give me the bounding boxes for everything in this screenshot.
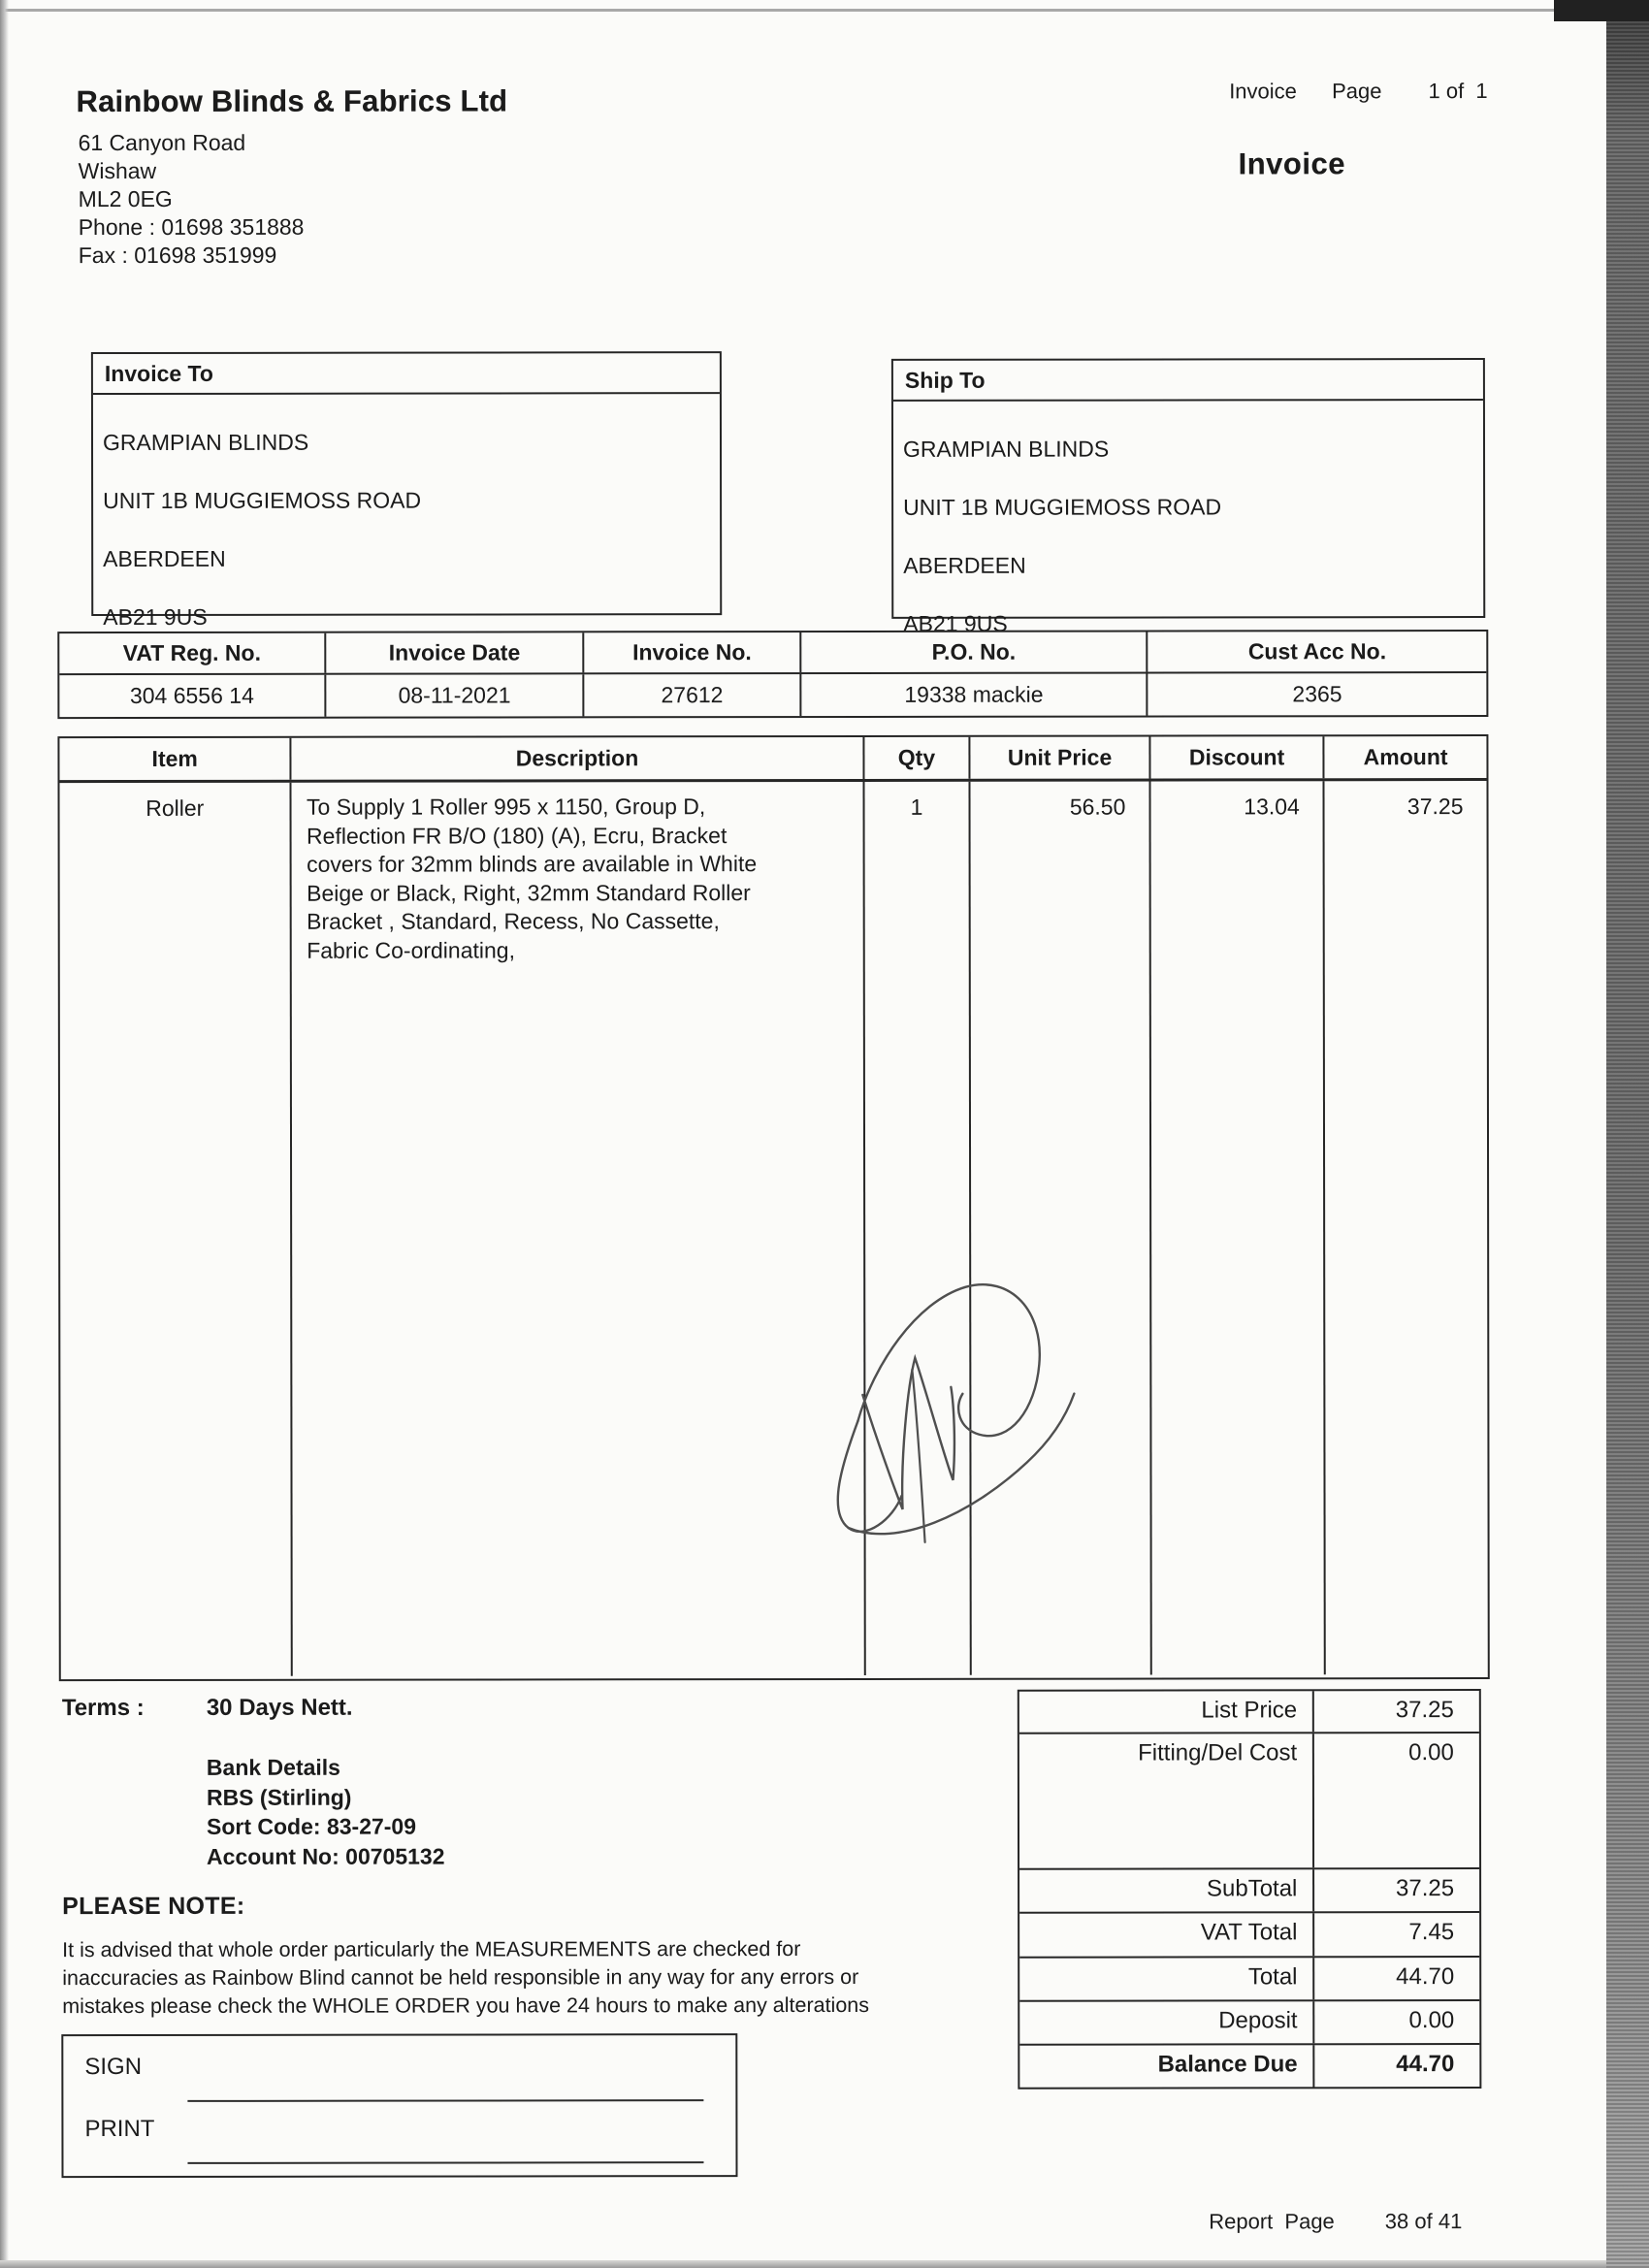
total-value: 0.00 (1408, 2007, 1455, 2034)
print-line (187, 2161, 703, 2164)
invoice-to-line: UNIT 1B MUGGIEMOSS ROAD (103, 487, 422, 514)
total-row-list-price (1019, 1691, 1479, 1734)
total-row-subtotal (1019, 1869, 1479, 1914)
invoice-to-line: AB21 9US (103, 603, 208, 631)
invoice-to-heading: Invoice To (93, 353, 720, 395)
total-label: VAT Total (1019, 1913, 1314, 1956)
ship-to-line: AB21 9US (903, 610, 1008, 636)
total-row-vat-total (1019, 1913, 1479, 1959)
company-phone: Phone : 01698 351888 (78, 213, 305, 241)
meta-header-cust-acc-no: Cust Acc No. (1247, 638, 1387, 664)
total-row-deposit (1019, 2001, 1479, 2046)
ship-to-heading: Ship To (893, 360, 1483, 402)
description-line: Fabric Co-ordinating, (307, 936, 515, 963)
item-name-cell: Roller (59, 783, 293, 1676)
invoice-to-line: GRAMPIAN BLINDS (102, 429, 309, 456)
scan-top-right-corner (1554, 0, 1649, 21)
note-line: mistakes please check the WHOLE ORDER you have 24 hours to make any alterations (62, 1993, 869, 2019)
report-page-indicator (1174, 2184, 1463, 2259)
description-line: covers for 32mm blinds are available in White (307, 851, 758, 877)
company-fax: Fax : 01698 351999 (78, 242, 277, 269)
description-line: Bracket , Standard, Recess, No Cassette, (307, 908, 720, 934)
items-header-description: Description (292, 737, 864, 780)
please-note-paragraph (62, 1935, 1013, 2021)
cust-acc-no-value: 2365 (1292, 681, 1342, 707)
description-line: Reflection FR B/O (180) (A), Ecru, Bracket (307, 822, 728, 849)
bank-account-no: Account No: 00705132 (207, 1843, 445, 1869)
terms-value: 30 Days Nett. (206, 1694, 353, 1721)
terms-label: Terms : (61, 1694, 145, 1722)
bank-details-block (207, 1753, 445, 1871)
total-label: Balance Due (1019, 2045, 1314, 2088)
company-address-line: Wishaw (78, 157, 157, 184)
meta-value-row (59, 673, 1486, 717)
items-header-qty: Qty (864, 737, 971, 779)
po-no-value: 19338 mackie (801, 674, 1148, 716)
bank-name: RBS (Stirling) (206, 1784, 352, 1810)
scan-bottom-edge (0, 2260, 1606, 2268)
bank-sort-code: Sort Code: 83-27-09 (206, 1813, 417, 1839)
total-value: 44.70 (1396, 1963, 1455, 1991)
scan-right-edge (1606, 0, 1649, 2268)
meta-header-row (59, 632, 1486, 675)
items-header-item: Item (59, 738, 292, 780)
company-address-block (79, 129, 305, 270)
table-row (59, 781, 1487, 1676)
total-label: Total (1019, 1958, 1314, 1999)
sign-print-box (61, 2033, 737, 2178)
items-header-row (59, 736, 1486, 783)
meta-header-invoice-no: Invoice No. (585, 632, 802, 672)
item-qty-cell: 1 (864, 782, 972, 1675)
item-discount-cell: 13.04 (1150, 781, 1326, 1674)
items-header-amount: Amount (1363, 744, 1448, 770)
total-label: Fitting/Del Cost (1019, 1733, 1314, 1867)
meta-header-vat-reg: VAT Reg. No. (59, 633, 326, 673)
item-unit-price-cell: 56.50 (971, 782, 1152, 1675)
scan-left-edge (0, 0, 9, 2268)
meta-header-po-no: P.O. No. (801, 632, 1148, 672)
item-amount-cell: 37.25 (1406, 794, 1464, 820)
company-name: Rainbow Blinds & Fabrics Ltd (76, 83, 508, 119)
line-items-table (57, 734, 1489, 1681)
note-line: inaccuracies as Rainbow Blind cannot be held responsible in any way for any errors or (62, 1964, 859, 1991)
total-value: 44.70 (1396, 2051, 1455, 2078)
invoice-page-value: 1 of 1 (1428, 79, 1488, 104)
company-address-line: 61 Canyon Road (78, 129, 246, 156)
description-line: Beige or Black, Right, 32mm Standard Roller (307, 879, 751, 906)
print-label: PRINT (84, 2115, 155, 2143)
invoice-no-value: 27612 (585, 674, 802, 716)
vat-reg-no-value: 304 6556 14 (59, 675, 326, 717)
total-value: 37.25 (1395, 1697, 1454, 1724)
sign-label: SIGN (84, 2053, 143, 2081)
invoice-date-value: 08-11-2021 (326, 674, 584, 716)
sign-line (187, 2099, 703, 2102)
totals-table (1018, 1689, 1482, 2090)
total-label: Deposit (1019, 2001, 1314, 2043)
item-description-cell (292, 782, 865, 1676)
ship-to-line: ABERDEEN (903, 552, 1026, 578)
description-line: To Supply 1 Roller 995 x 1150, Group D, (306, 794, 706, 820)
report-page-value: 38 of 41 (1384, 2209, 1463, 2234)
invoice-title: Invoice (1238, 146, 1345, 181)
ship-to-line: UNIT 1B MUGGIEMOSS ROAD (903, 494, 1222, 520)
total-value: 7.45 (1408, 1919, 1455, 1946)
meta-header-invoice-date: Invoice Date (326, 632, 584, 672)
items-header-discount: Discount (1150, 736, 1325, 778)
total-row-fitting-del-cost (1019, 1733, 1479, 1870)
invoice-page-label: Invoice Page (1229, 79, 1382, 104)
handwritten-signature (807, 1251, 1098, 1567)
please-note-heading: PLEASE NOTE: (62, 1892, 245, 1921)
invoice-page-indicator (1193, 53, 1487, 129)
total-value: 37.25 (1395, 1875, 1455, 1902)
total-row-total (1019, 1958, 1479, 2002)
items-header-unit-price: Unit Price (971, 737, 1151, 779)
ship-to-line: GRAMPIAN BLINDS (902, 436, 1110, 462)
invoice-to-box (91, 351, 722, 631)
ship-to-box (891, 358, 1485, 636)
invoice-to-address (93, 394, 720, 664)
invoice-to-line: ABERDEEN (103, 545, 226, 572)
report-page-label: Report Page (1209, 2209, 1335, 2234)
total-row-balance-due (1019, 2045, 1479, 2089)
invoice-meta-table (57, 630, 1488, 719)
bank-details-heading: Bank Details (206, 1754, 340, 1780)
total-label: List Price (1019, 1691, 1314, 1732)
scan-top-edge (0, 9, 1606, 12)
total-value: 0.00 (1408, 1739, 1454, 1766)
company-address-line: ML2 0EG (78, 185, 173, 212)
note-line: It is advised that whole order particularly the MEASUREMENTS are checked for (62, 1937, 801, 1962)
total-label: SubTotal (1019, 1869, 1314, 1911)
